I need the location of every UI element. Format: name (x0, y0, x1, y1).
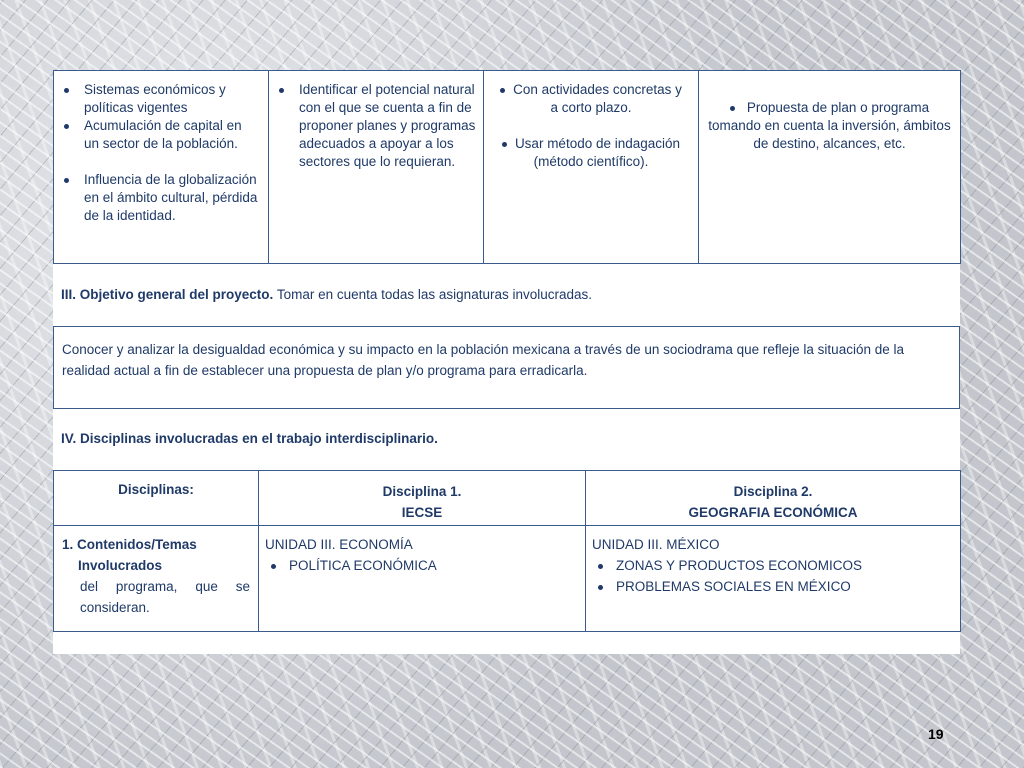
header-disciplina-2: Disciplina 2. GEOGRAFIA ECONÓMICA (586, 471, 961, 526)
section-3-heading (61, 286, 951, 304)
section-3-text: Tomar en cuenta todas las asignaturas involucradas. (276, 287, 593, 302)
list-item: ZONAS Y PRODUCTOS ECONOMICOS (592, 555, 954, 576)
list-item: Propuesta de plan o programa tomando en cuenta la inversión, ámbitos de destino, alcances, etc. (708, 100, 951, 151)
row-contenidos-label: 1. Contenidos/Temas Involucrados del programa, que se consideran. (54, 526, 259, 632)
top-table-cell-1 (54, 71, 269, 264)
list-item: PROBLEMAS SOCIALES EN MÉXICO (592, 576, 954, 597)
section-3-label: III. Objetivo general del proyecto. (61, 287, 274, 302)
list-item: Con actividades concretas y a corto plazo. (498, 81, 684, 117)
objective-text: Conocer y analizar la desigualdad económica y su impacto en la población mexicana a través de un sociodrama que refleje la situación de la realidad actual a fin de establecer una propuesta de plan y/o programa para erradicarla. (62, 342, 904, 378)
top-table (53, 70, 960, 264)
list-item: POLÍTICA ECONÓMICA (265, 555, 579, 576)
top-table-cell-3 (484, 71, 699, 264)
section-4-heading: IV. Disciplinas involucradas en el trabajo interdisciplinario. (61, 431, 438, 446)
header-disciplinas: Disciplinas: (54, 471, 259, 526)
disciplines-table (53, 470, 960, 632)
row-contenidos-disciplina-1: UNIDAD III. ECONOMÍA POLÍTICA ECONÓMICA (259, 526, 586, 632)
list-item: Usar método de indagación (método científico). (498, 135, 684, 171)
list-item: Influencia de la globalización en el ámbito cultural, pérdida de la identidad. (62, 171, 260, 225)
top-table-cell-2 (269, 71, 484, 264)
objective-box (53, 326, 960, 409)
list-item: Sistemas económicos y políticas vigentes (62, 81, 260, 117)
row-contenidos-disciplina-2: UNIDAD III. MÉXICO ZONAS Y PRODUCTOS ECONOMICOS PROBLEMAS SOCIALES EN MÉXICO (586, 526, 961, 632)
list-item: Identificar el potencial natural con el que se cuenta a fin de proponer planes y programas adecuados a apoyar a los sectores que lo requieran. (277, 81, 477, 171)
top-table-cell-4 (699, 71, 961, 264)
header-disciplina-1: Disciplina 1. IECSE (259, 471, 586, 526)
page-number: 19 (928, 726, 944, 742)
list-item: Acumulación de capital en un sector de la población. (62, 117, 260, 153)
